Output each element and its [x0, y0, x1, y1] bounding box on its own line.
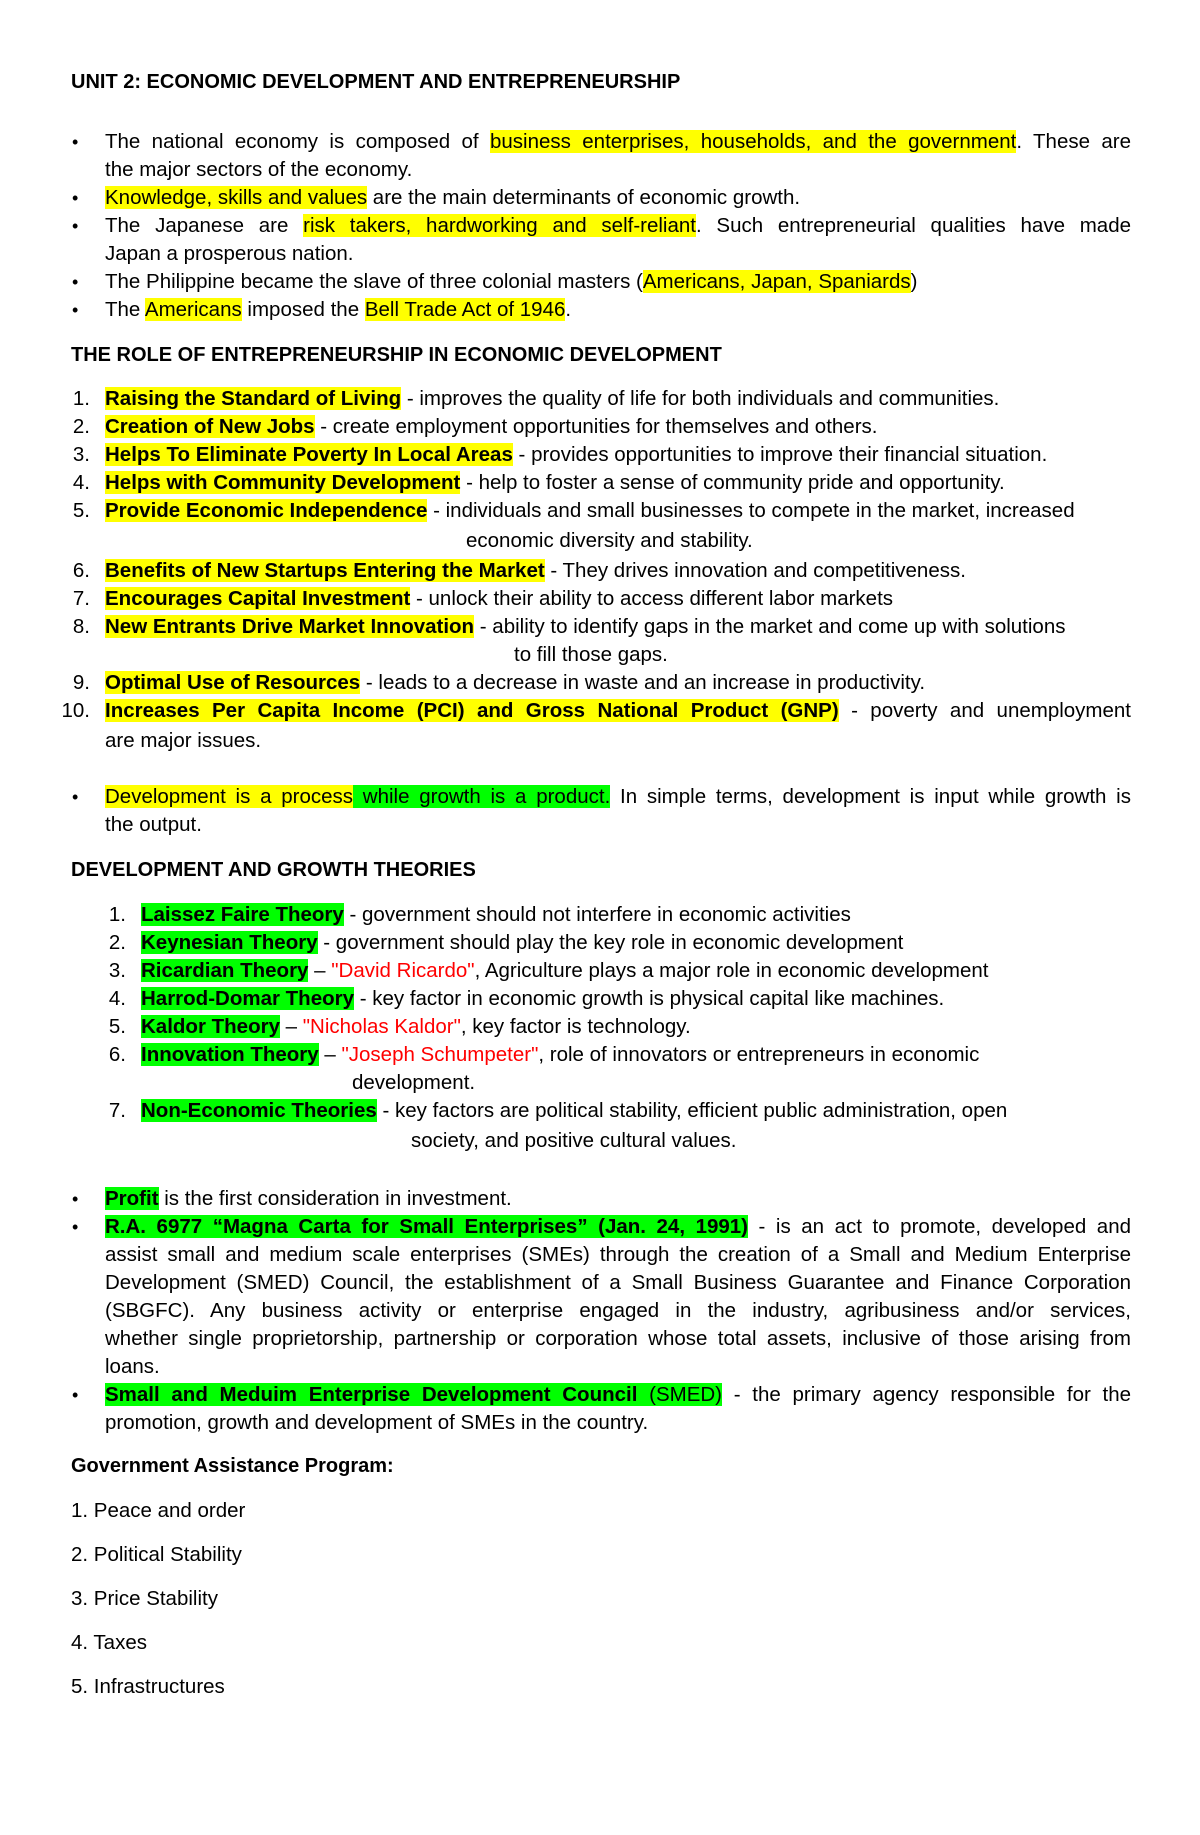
bullet-icon: • — [72, 132, 79, 152]
highlight: Kaldor Theory — [141, 1015, 280, 1038]
highlight: Raising the Standard of Living — [105, 387, 402, 410]
unit-title: UNIT 2: ECONOMIC DEVELOPMENT AND ENTREPRENEURSHIP — [71, 71, 681, 93]
highlight: Benefits of New Startups Entering the Market — [105, 559, 545, 582]
list-item: 2. Creation of New Jobs - create employment opportunities for themselves and others. — [72, 415, 878, 438]
bullet-icon: • — [72, 216, 79, 236]
bullet-icon: • — [72, 300, 79, 320]
section-heading: THE ROLE OF ENTREPRENEURSHIP IN ECONOMIC DEVELOPMENT — [71, 344, 722, 366]
highlight: Profit — [105, 1187, 159, 1210]
document-page: UNIT 2: ECONOMIC DEVELOPMENT AND ENTREPRENEURSHIP • The national economy is composed of business enterprises, households, and the government. These are the major sectors of the economy. • Knowledge, skills and values are the main determinants of economic growth. • The Japanese are risk takers, hardworking and self-reliant. Such entrepreneurial qualities have made Japan a prosperous nation. • The Philippine became the slave of three colonial masters (Americans, Japan, Spaniards) • The Americans imposed the Bell Trade Act of 1946. THE ROLE OF ENTREPRENEURSHIP IN ECONOMIC DEVELOPMENT 1. Raising the Standard of Living - improves the quality of life for both individuals and communities. 2. Creation of New Jobs - create employment opportunities for themselves and others. 3. Helps To Eliminate Poverty In Local Areas - provides opportunities to improve their financial situation. 4. Helps with Community Development - help to foster a sense of community pride and opportunity. 5. Provide Economic Independence - individuals and small businesses to compete in the market, increased economic diversity and stability. 6. Benefits of New Startups Entering the Market - They drives innovation and competitiveness. 7. Encourages Capital Investment - unlock their ability to access different labor markets 8. New Entrants Drive Market Innovation - ability to identify gaps in the market and come up with solutions to fill those gaps. 9. Optimal Use of Resources - leads to a decrease in waste and an increase in productivity. 10. Increases Per Capita Income (PCI) and Gross National Product (GNP) - poverty and unemployment are major issues. • Development is a process while growth is a product. In simple terms, development is input while growth is the output. DEVELOPMENT AND GROWTH THEORIES 1. Laissez Faire Theory - government should not interfere in economic activities 2. Keynesian Theory - government should play the key role in economic development 3. Ricardian Theory – "David Ricardo", Agriculture plays a major role in economic development 4. Harrod-Domar Theory - key factor in economic growth is physical capital like machines. 5. Kaldor Theory – "Nicholas Kaldor", key factor is technology. 6. Innovation Theory – "Joseph Schumpeter", role of innovators or entrepreneurs in economic development. 7. Non-Economic Theories - key factors are political stability, efficient public administration, open society, and positive cultural values. • Profit is the first consideration in investment. • R.A. 6977 “Magna Carta for Small Enterprises” (Jan. 24, 1991) - is an act to promote, developed and assist small and medium scale enterprises (SMEs) through the creation of a Small and Medium Enterprise Development (SMED) Council, the establishment of a Small Business Guarantee and Finance Corporation (SBGFC). Any business activity or enterprise engaged in the industry, agribusiness and/or services, whether single proprietorship, partnership or corporation whose total assets, inclusive of those arising from loans. • Small and Meduim Enterprise Development Council (SMED) - the primary agency responsible for the promotion, growth and development of SMEs in the country. Government Assistance Program: 1. Peace and order 2. Political Stability 3. Price Stability 4. Taxes 5. Infrastructures — [0, 0, 1200, 1835]
bullet-icon: • — [72, 188, 79, 208]
list-item: 10. Increases Per Capita Income (PCI) and Gross National Product (GNP) - poverty and unemployment — [61, 699, 1132, 722]
list-item: 5. Provide Economic Independence - individuals and small businesses to compete in the market, increased — [72, 499, 1075, 522]
section-heading: DEVELOPMENT AND GROWTH THEORIES — [71, 859, 476, 881]
bullet-icon: • — [72, 787, 79, 807]
list-item: 5. Infrastructures — [71, 1675, 225, 1698]
highlight: Bell Trade Act of 1946 — [364, 298, 566, 321]
list-item: • The Americans imposed the Bell Trade Act of 1946. — [0, 296, 1200, 324]
highlight: Keynesian Theory — [141, 931, 318, 954]
list-item: • Knowledge, skills and values are the main determinants of economic growth. — [0, 184, 1200, 212]
highlight: R.A. 6977 “Magna Carta for Small Enterprises” (Jan. 24, 1991) — [105, 1215, 748, 1238]
list-item: 3. Ricardian Theory – "David Ricardo", Agriculture plays a major role in economic development — [108, 959, 989, 982]
list-item: • The national economy is composed of business enterprises, households, and the government. These are — [0, 128, 1200, 156]
list-item: 2. Political Stability — [71, 1543, 242, 1566]
list-item: 3. Helps To Eliminate Poverty In Local Areas - provides opportunities to improve their financial situation. — [72, 443, 1048, 466]
highlight: Laissez Faire Theory — [141, 903, 344, 926]
list-item: 3. Price Stability — [71, 1587, 218, 1610]
highlight: Non-Economic Theories — [141, 1099, 377, 1122]
highlight: Ricardian Theory — [141, 959, 309, 982]
highlight: while growth is a product. — [353, 785, 611, 808]
highlight: Encourages Capital Investment — [105, 587, 411, 610]
list-item: • Small and Meduim Enterprise Development Council (SMED) - the primary agency responsible for the — [0, 1381, 1200, 1409]
highlight: risk takers, hardworking and self-reliant — [303, 214, 696, 237]
bullet-icon: • — [72, 272, 79, 292]
list-item: 5. Kaldor Theory – "Nicholas Kaldor", key factor is technology. — [108, 1015, 691, 1038]
list-item: 6. Benefits of New Startups Entering the Market - They drives innovation and competitiveness. — [72, 559, 966, 582]
list-item: 2. Keynesian Theory - government should play the key role in economic development — [108, 931, 904, 954]
highlight: Americans, Japan, Spaniards — [642, 270, 911, 293]
list-item: • The Japanese are risk takers, hardworking and self-reliant. Such entrepreneurial qualities have made — [0, 212, 1200, 240]
section-heading: Government Assistance Program: — [71, 1455, 394, 1477]
list-item: 4. Harrod-Domar Theory - key factor in economic growth is physical capital like machines. — [108, 987, 945, 1010]
list-item: • Profit is the first consideration in investment. — [0, 1185, 1200, 1213]
highlight: Knowledge, skills and values — [105, 186, 368, 209]
list-item: • Development is a process while growth is a product. In simple terms, development is input while growth is — [0, 783, 1200, 811]
bullet-icon: • — [72, 1385, 79, 1405]
list-item: 7. Non-Economic Theories - key factors are political stability, efficient public administration, open — [108, 1099, 1008, 1122]
list-item: • R.A. 6977 “Magna Carta for Small Enterprises” (Jan. 24, 1991) - is an act to promote, developed and — [0, 1213, 1200, 1241]
list-item: 7. Encourages Capital Investment - unlock their ability to access different labor markets — [72, 587, 894, 610]
highlight: Provide Economic Independence — [105, 499, 428, 522]
highlight: Small and Meduim Enterprise Development Council (SMED) — [105, 1383, 723, 1406]
list-item: 4. Taxes — [71, 1631, 147, 1654]
highlight: Development is a process — [105, 785, 354, 808]
list-item: 1. Raising the Standard of Living - improves the quality of life for both individuals and communities. — [72, 387, 1000, 410]
bullet-icon: • — [72, 1217, 79, 1237]
highlight: Increases Per Capita Income (PCI) and Gross National Product (GNP) — [105, 699, 839, 722]
bullet-icon: • — [72, 1189, 79, 1209]
highlight: New Entrants Drive Market Innovation — [105, 615, 475, 638]
list-item: • The Philippine became the slave of three colonial masters (Americans, Japan, Spaniards) — [0, 268, 1200, 296]
list-item: 1. Peace and order — [71, 1499, 246, 1522]
highlight: business enterprises, households, and the government — [490, 130, 1017, 153]
list-item: 8. New Entrants Drive Market Innovation - ability to identify gaps in the market and come up with solutions — [72, 615, 1066, 638]
highlight: Americans — [144, 298, 242, 321]
highlight: Creation of New Jobs — [105, 415, 315, 438]
highlight: Helps with Community Development — [105, 471, 461, 494]
highlight: Helps To Eliminate Poverty In Local Areas — [105, 443, 513, 466]
highlight: Harrod-Domar Theory — [141, 987, 355, 1010]
list-item: 4. Helps with Community Development - help to foster a sense of community pride and opportunity. — [72, 471, 1005, 494]
highlight: Innovation Theory — [141, 1043, 319, 1066]
list-item: 6. Innovation Theory – "Joseph Schumpeter", role of innovators or entrepreneurs in economic — [108, 1043, 980, 1066]
list-item: 9. Optimal Use of Resources - leads to a decrease in waste and an increase in productivity. — [72, 671, 926, 694]
highlight: Optimal Use of Resources — [105, 671, 361, 694]
list-item: 1. Laissez Faire Theory - government should not interfere in economic activities — [108, 903, 851, 926]
